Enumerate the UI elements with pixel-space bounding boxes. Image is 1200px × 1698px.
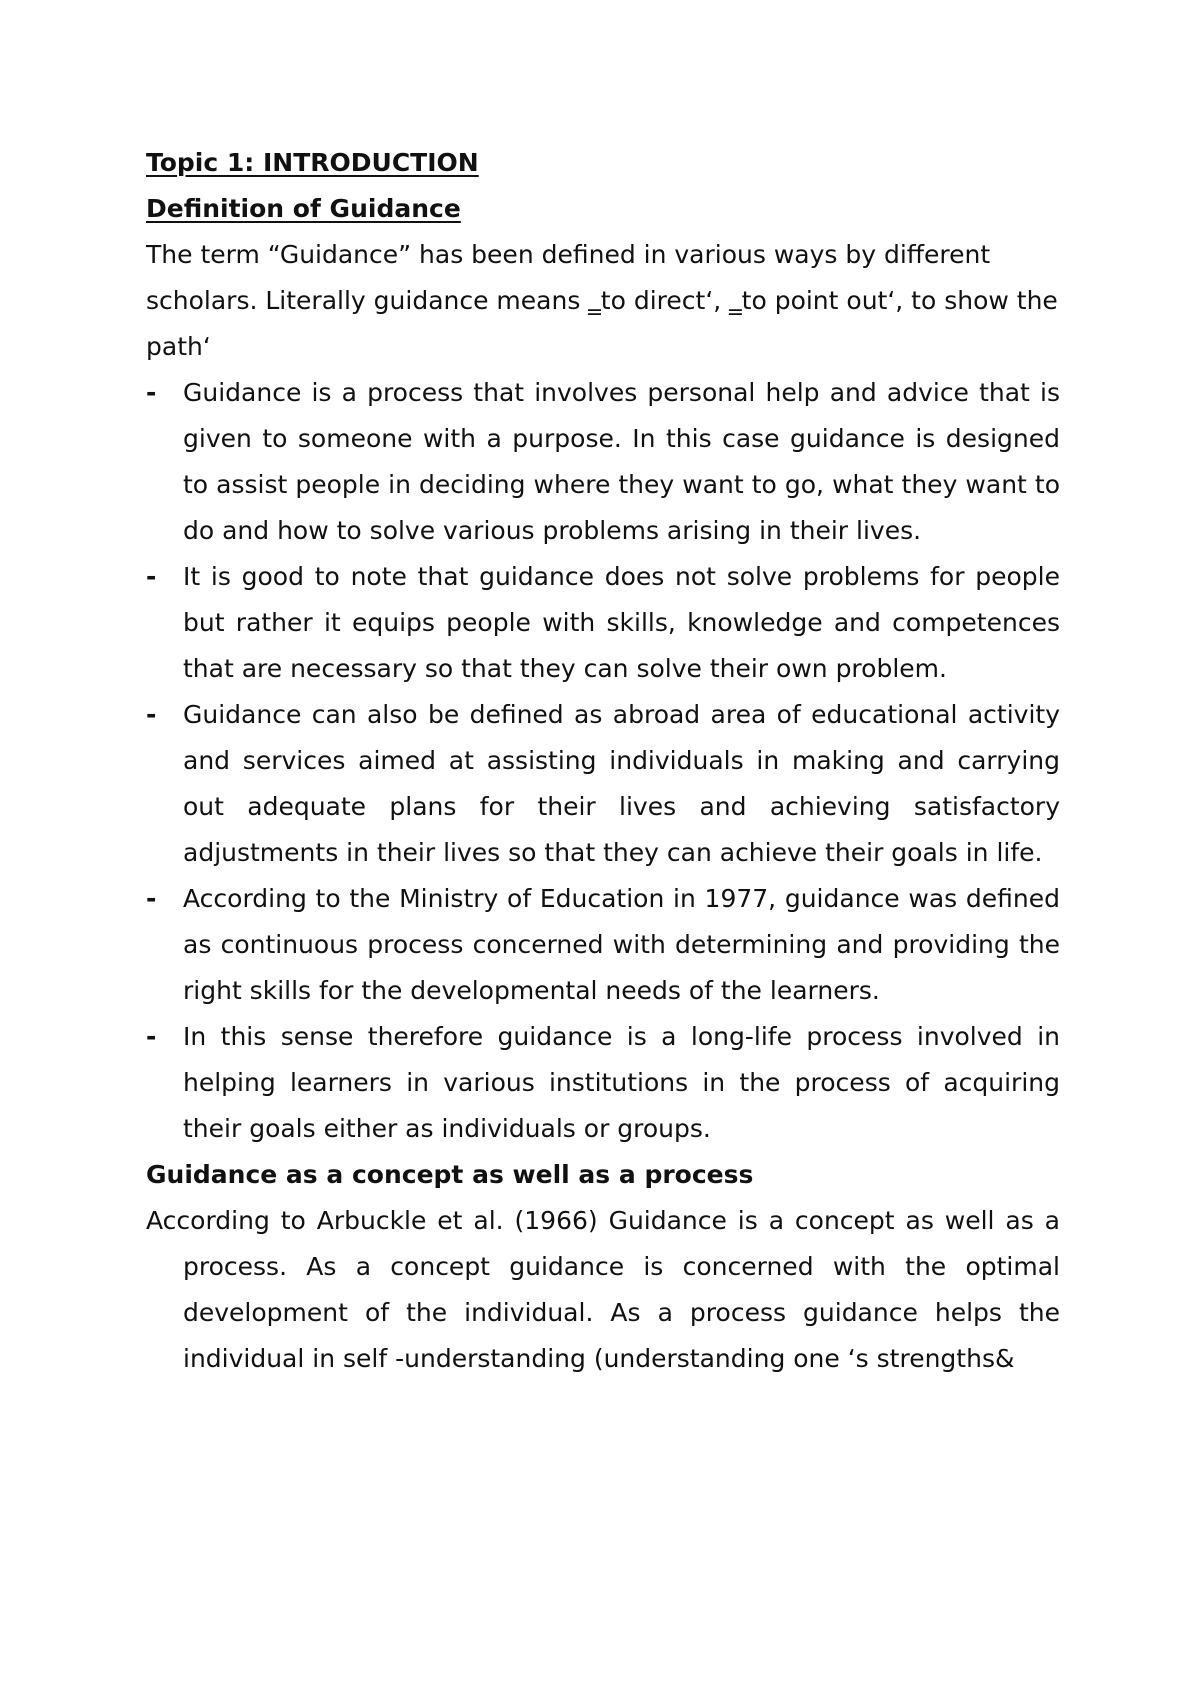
bullet-text: In this sense therefore guidance is a long-life process involved in helping learners in various institutions in the process of acquiring their goals either as individuals or groups.	[183, 1022, 1060, 1143]
bullet-dash: -	[146, 562, 157, 591]
concept-paragraph: According to Arbuckle et al. (1966) Guidance is a concept as well as a process. As a concept guidance is concerned with the optimal development of the individual. As a process guidance helps the individual in self -understanding (understanding one ‘s strengths&	[146, 1206, 1060, 1373]
list-item	[146, 876, 1060, 1014]
list-item	[146, 554, 1060, 692]
topic-heading: Topic 1: INTRODUCTION	[146, 148, 479, 177]
bullet-text: It is good to note that guidance does not solve problems for people but rather it equips people with skills, knowledge and competences that are necessary so that they can solve their own problem.	[183, 562, 1060, 683]
document-page	[146, 140, 1060, 1382]
bullet-text: Guidance is a process that involves personal help and advice that is given to someone with a purpose. In this case guidance is designed to assist people in deciding where they want to go, what they want to do and how to solve various problems arising in their lives.	[183, 378, 1060, 545]
list-item	[146, 370, 1060, 554]
bullet-dash: -	[146, 378, 157, 407]
bullet-dash: -	[146, 884, 157, 913]
definition-heading: Definition of Guidance	[146, 194, 461, 223]
definition-bullet-list	[146, 370, 1060, 1152]
bullet-text: Guidance can also be defined as abroad area of educational activity and services aimed at assisting individuals in making and carrying out adequate plans for their lives and achieving satisfactory adjustments in their lives so that they can achieve their goals in life.	[183, 700, 1060, 867]
bullet-dash: -	[146, 1022, 157, 1051]
bullet-text: According to the Ministry of Education in 1977, guidance was defined as continuous process concerned with determining and providing the right skills for the developmental needs of the learners.	[183, 884, 1060, 1005]
list-item	[146, 692, 1060, 876]
list-item	[146, 1014, 1060, 1152]
concept-heading: Guidance as a concept as well as a process	[146, 1160, 754, 1189]
intro-paragraph: The term “Guidance” has been defined in various ways by different scholars. Literally guidance means ‗to direct‘, ‗to point out‘, to show the path‘	[146, 240, 1058, 361]
bullet-dash: -	[146, 700, 157, 729]
